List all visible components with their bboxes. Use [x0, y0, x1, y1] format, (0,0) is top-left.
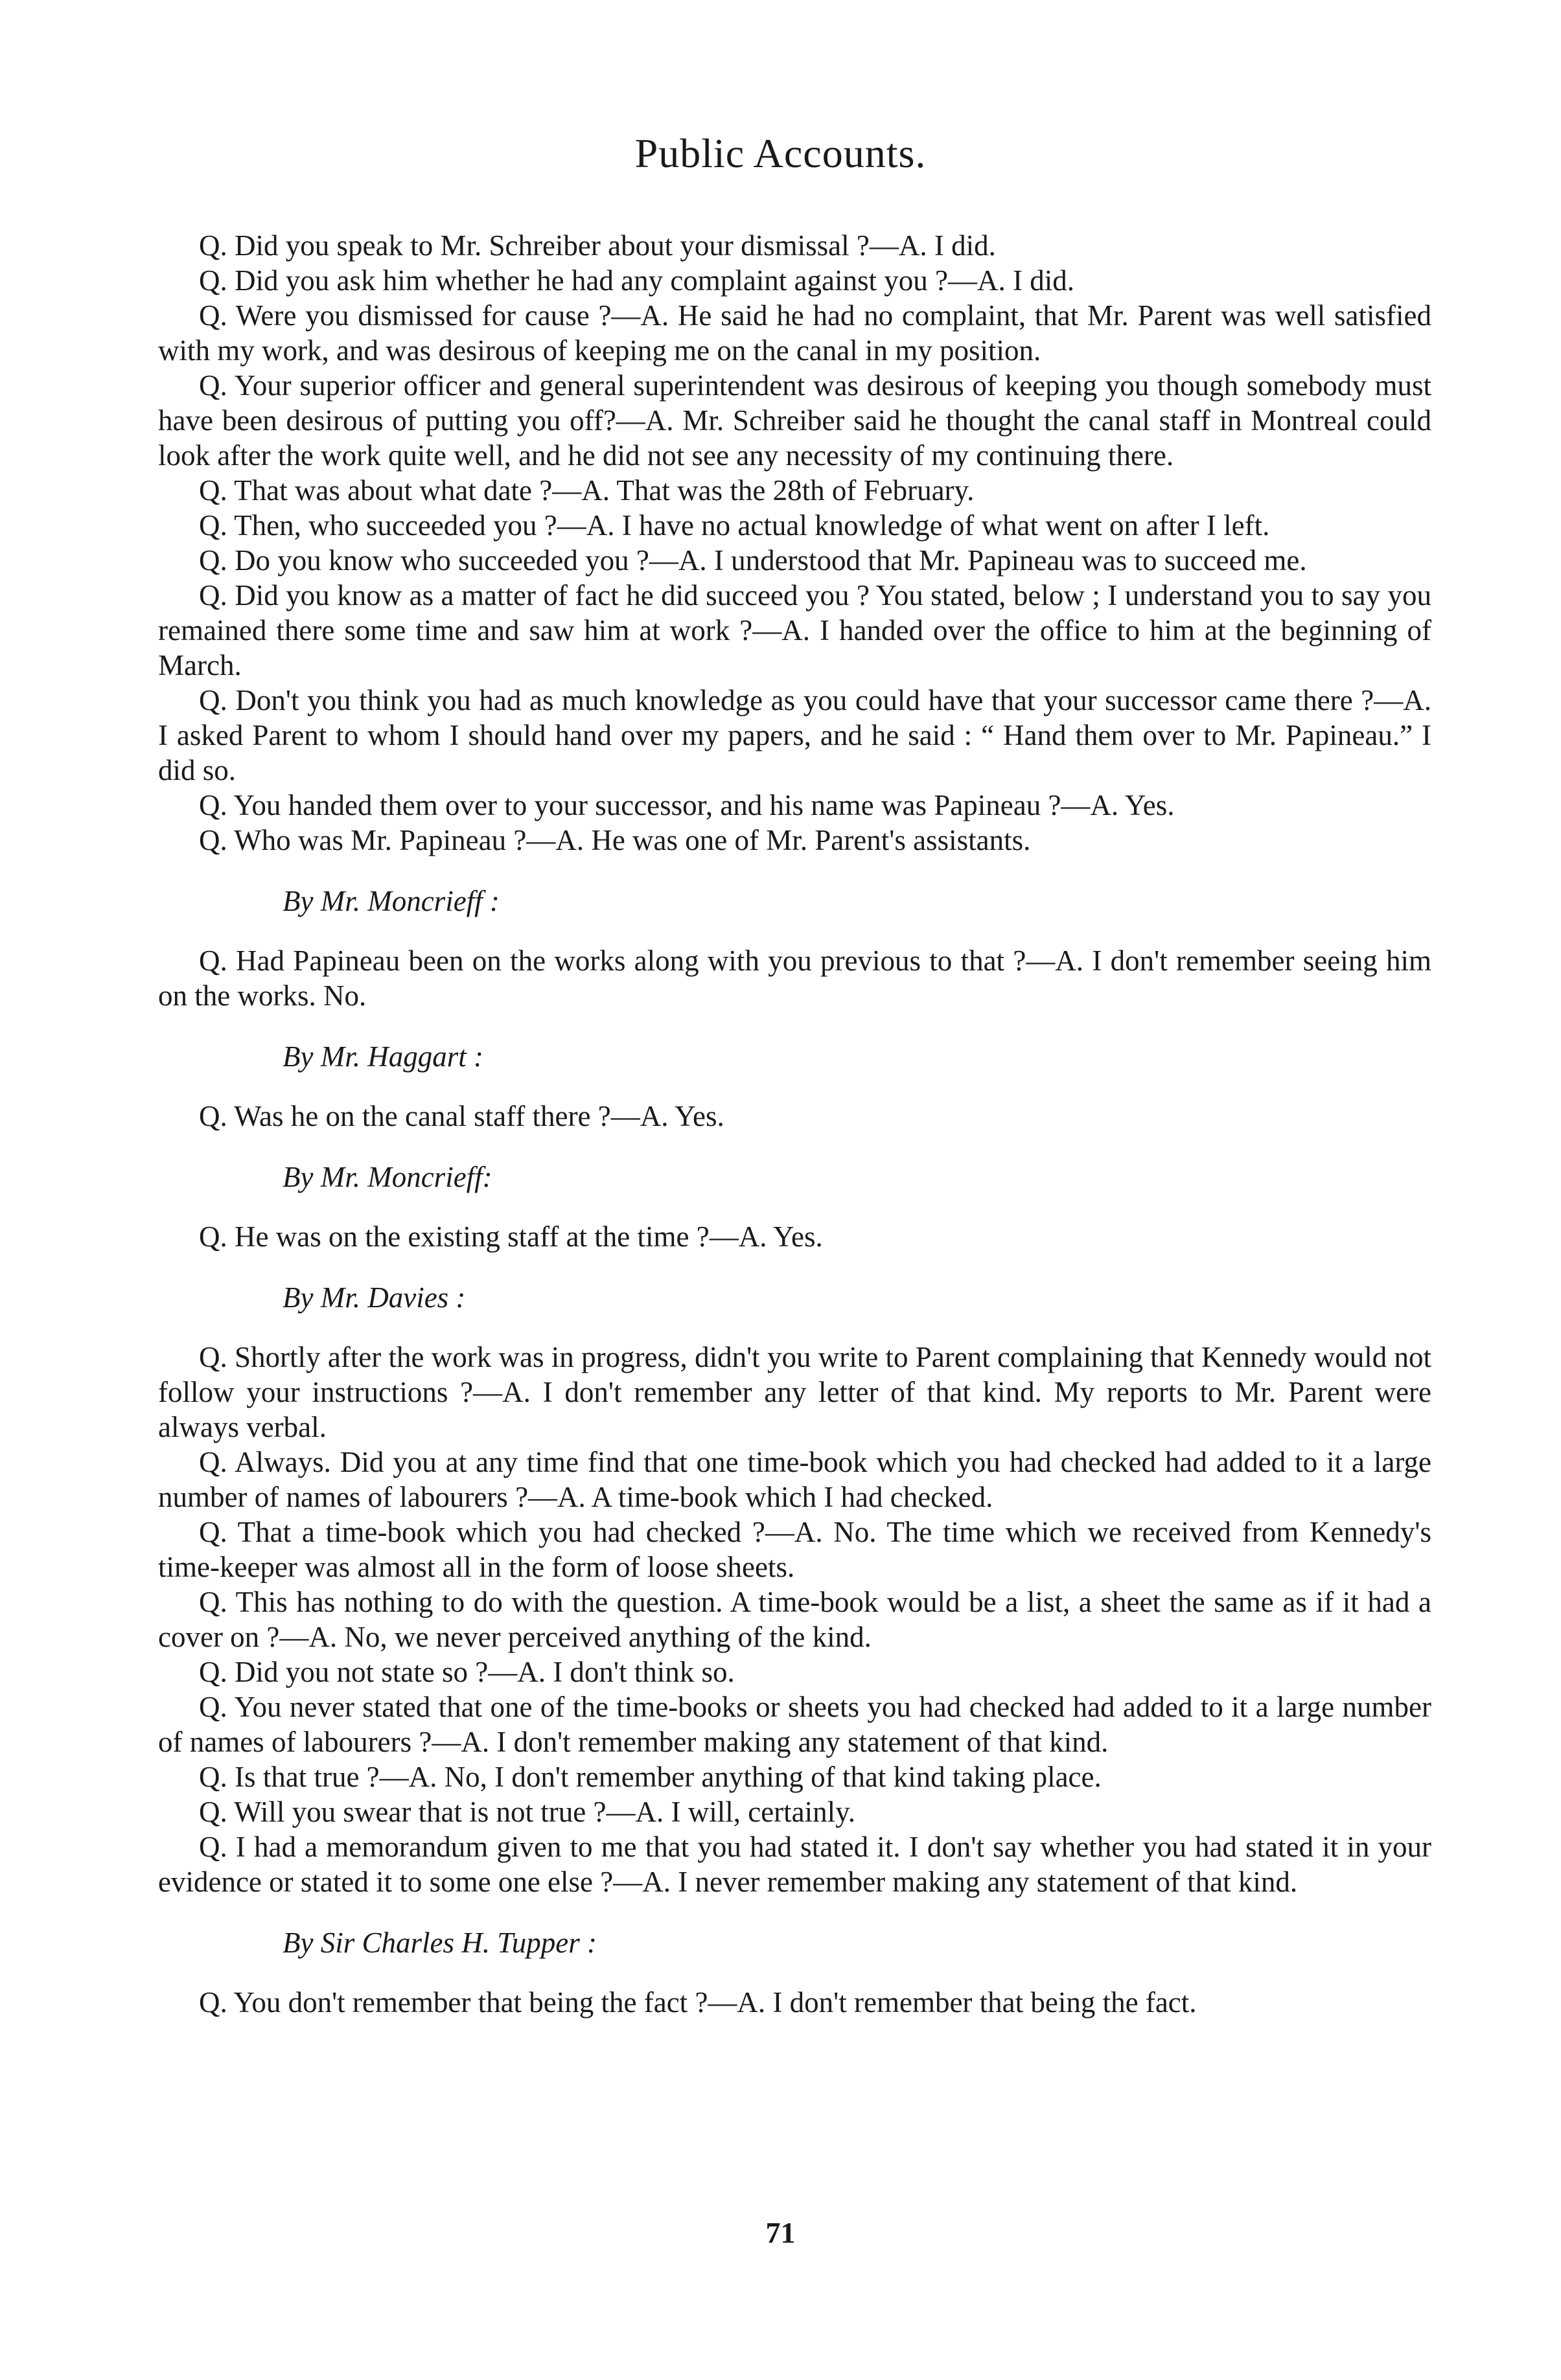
- question-answer-paragraph: Q. You don't remember that being the fact ?—A. I don't remember that being the fact.: [199, 1986, 1197, 2019]
- examiner-byline: By Mr. Moncrieff :: [283, 885, 500, 917]
- question-answer-paragraph: Q. Don't you think you had as much knowledge as you could have that your successor came there ?—A. I asked Parent to whom I should hand over my papers, and he said : “ Hand them over to Mr. Papineau.” I did so.: [158, 684, 1431, 786]
- question-answer-paragraph: Q. You handed them over to your successor, and his name was Papineau ?—A. Yes.: [199, 789, 1175, 821]
- question-answer-paragraph: Q. He was on the existing staff at the time ?—A. Yes.: [199, 1220, 823, 1253]
- question-answer-paragraph: Q. Always. Did you at any time find that one time-book which you had checked had added to it a large number of names of labourers ?—A. A time-book which I had checked.: [158, 1446, 1431, 1513]
- question-answer-paragraph: Q. Did you speak to Mr. Schreiber about your dismissal ?—A. I did.: [199, 229, 996, 262]
- question-answer-paragraph: Q. That was about what date ?—A. That was the 28th of February.: [199, 474, 975, 507]
- examiner-byline: By Sir Charles H. Tupper :: [283, 1927, 597, 1959]
- question-answer-paragraph: Q. I had a memorandum given to me that you had stated it. I don't say whether you had stated it in your evidence or stated it to some one else ?—A. I never remember making any statement of that kind.: [158, 1831, 1431, 1898]
- question-answer-paragraph: Q. Your superior officer and general superintendent was desirous of keeping you though somebody must have been desirous of putting you off?—A. Mr. Schreiber said he thought the canal staff in Montreal could look after the work quite well, and he did not see any necessity of my continuing there.: [158, 369, 1431, 472]
- question-answer-paragraph: Q. Then, who succeeded you ?—A. I have no actual knowledge of what went on after I left.: [199, 509, 1270, 542]
- question-answer-paragraph: Q. Did you not state so ?—A. I don't think so.: [199, 1656, 735, 1688]
- question-answer-paragraph: Q. Were you dismissed for cause ?—A. He said he had no complaint, that Mr. Parent was well satisfied with my work, and was desirous of keeping me on the canal in my position.: [158, 299, 1431, 367]
- question-answer-paragraph: Q. Shortly after the work was in progress, didn't you write to Parent complaining that Kennedy would not follow your instructions ?—A. I don't remember any letter of that kind. My reports to Mr. Parent were always verbal.: [158, 1341, 1431, 1443]
- question-answer-paragraph: Q. Was he on the canal staff there ?—A. Yes.: [199, 1100, 724, 1132]
- text-body: [158, 228, 1431, 2020]
- examiner-byline: By Mr. Moncrieff:: [283, 1161, 492, 1193]
- running-head: Public Accounts.: [634, 130, 927, 176]
- question-answer-paragraph: Q. Had Papineau been on the works along with you previous to that ?—A. I don't remember seeing him on the works. No.: [158, 944, 1431, 1012]
- examiner-byline: By Mr. Haggart :: [283, 1040, 483, 1073]
- question-answer-paragraph: Q. Is that true ?—A. No, I don't remember anything of that kind taking place.: [199, 1761, 1102, 1793]
- question-answer-paragraph: Q. Did you know as a matter of fact he did succeed you ? You stated, below ; I understand you to say you remained there some time and saw him at work ?—A. I handed over the office to him at the beginning of March.: [158, 579, 1431, 681]
- question-answer-paragraph: Q. Who was Mr. Papineau ?—A. He was one of Mr. Parent's assistants.: [199, 824, 1031, 856]
- question-answer-paragraph: Q. Did you ask him whether he had any complaint against you ?—A. I did.: [199, 264, 1074, 297]
- question-answer-paragraph: Q. Will you swear that is not true ?—A. I will, certainly.: [199, 1796, 855, 1828]
- question-answer-paragraph: Q. You never stated that one of the time-books or sheets you had checked had added to it a large number of names of labourers ?—A. I don't remember making any statement of that kind.: [158, 1691, 1431, 1758]
- question-answer-paragraph: Q. Do you know who succeeded you ?—A. I understood that Mr. Papineau was to succeed me.: [199, 544, 1307, 577]
- question-answer-paragraph: Q. That a time-book which you had checked ?—A. No. The time which we received from Kennedy's time-keeper was almost all in the form of loose sheets.: [158, 1516, 1431, 1583]
- page-number: 71: [765, 2216, 796, 2249]
- question-answer-paragraph: Q. This has nothing to do with the question. A time-book would be a list, a sheet the same as if it had a cover on ?—A. No, we never perceived anything of the kind.: [158, 1586, 1431, 1653]
- examiner-byline: By Mr. Davies :: [283, 1281, 466, 1314]
